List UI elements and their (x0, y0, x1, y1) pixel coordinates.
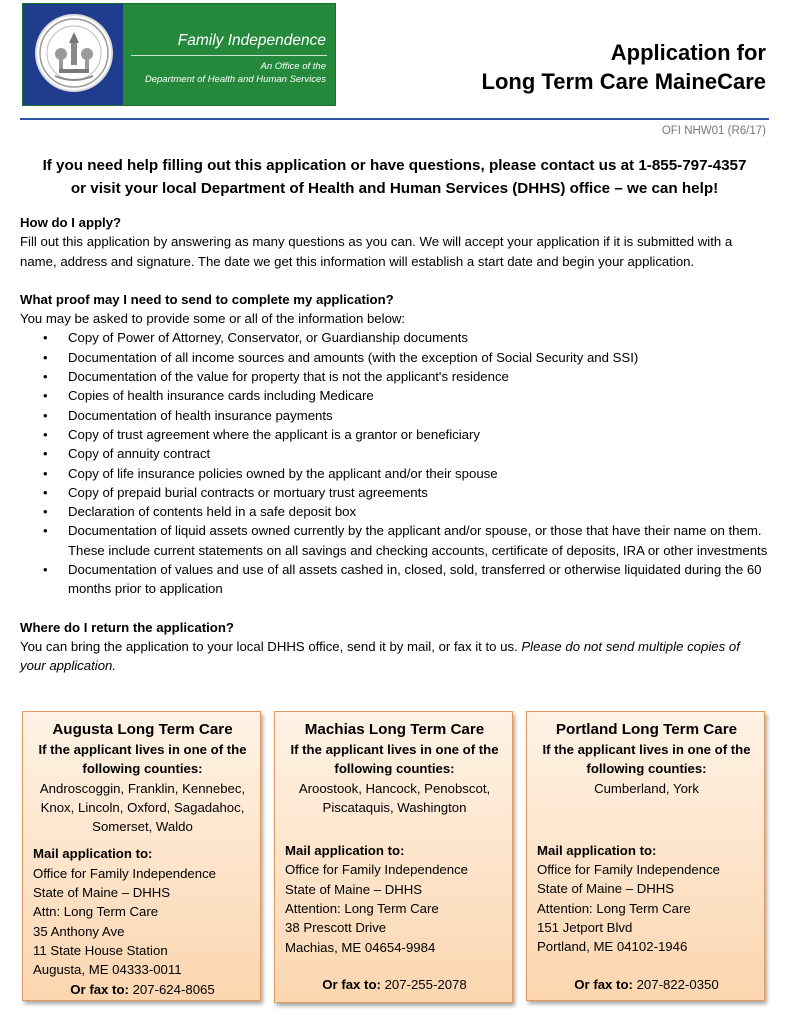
address-line: State of Maine – DHHS (33, 885, 171, 901)
office-box-augusta (22, 711, 261, 1001)
brand-subtitle: An Office of the (260, 61, 326, 72)
address-line: Portland, ME 04102-1946 (537, 939, 688, 955)
return-text (20, 637, 768, 676)
list-item: • Declaration of contents held in a safe deposit box (20, 502, 768, 521)
office-box-portland (526, 711, 765, 1001)
document-title (482, 38, 766, 96)
address-line: Attention: Long Term Care (285, 901, 439, 917)
return-heading: Where do I return the application? (20, 619, 234, 635)
brand-divider (131, 55, 327, 56)
fax-label: Or fax to: (574, 976, 633, 992)
apply-text: Fill out this application by answering as many questions as you can. We will accept your application if it is submitted with a name, address and signature. The date we get this information will establish a start date and begin your application. (20, 234, 733, 269)
mail-heading: Mail application to: (537, 842, 657, 858)
list-item: • Copies of health insurance cards including Medicare (20, 386, 768, 405)
office-title: Augusta Long Term Care (52, 721, 233, 738)
fax-number: 207-822-0350 (636, 976, 719, 992)
address-line: Office for Family Independence (285, 862, 469, 878)
list-item: • Documentation of all income sources and amounts (with the exception of Social Security and SSI) (20, 348, 768, 367)
ofi-banner (22, 3, 336, 106)
brand-title: Family Independence (177, 32, 326, 49)
office-subtitle: If the applicant lives in one of the following counties: (290, 742, 499, 777)
list-item: • Copy of trust agreement where the applicant is a grantor or beneficiary (20, 425, 768, 444)
mail-heading: Mail application to: (285, 843, 405, 859)
address-line: State of Maine – DHHS (285, 881, 423, 897)
form-code: OFI NHW01 (R6/17) (661, 125, 766, 137)
list-item: • Copy of annuity contract (20, 444, 768, 463)
list-item: • Copy of Power of Attorney, Conservator, or Guardianship documents (20, 328, 768, 347)
seal-panel (23, 4, 123, 105)
list-item: • Documentation of values and use of all assets cashed in, closed, sold, transferred or otherwise liquidated during the 60 months prior to application (20, 560, 768, 599)
office-title: Portland Long Term Care (555, 721, 738, 738)
proof-intro: You may be asked to provide some or all of the information below: (20, 311, 406, 327)
title-line-2: Long Term Care MaineCare (481, 69, 766, 94)
proof-heading: What proof may I need to send to complete my application? (20, 291, 394, 307)
office-counties: Cumberland, York (594, 780, 699, 796)
address-line: Office for Family Independence (33, 865, 217, 881)
address-line: Attn: Long Term Care (33, 904, 159, 920)
help-line-1: If you need help filling out this application or have questions, please contact us at 1-855-797-4357 (42, 157, 747, 174)
apply-heading: How do I apply? (20, 215, 122, 230)
address-line: Attention: Long Term Care (537, 900, 691, 916)
fax-line (285, 975, 504, 994)
address-line: 151 Jetport Blvd (537, 920, 633, 936)
address-line: Office for Family Independence (537, 862, 721, 878)
brand-department: Department of Health and Human Services (144, 74, 326, 85)
instructions (20, 213, 768, 676)
address-line: 35 Anthony Ave (33, 923, 125, 939)
address-line: Machias, ME 04654-9984 (285, 939, 436, 955)
fax-number: 207-624-8065 (132, 981, 215, 997)
address-line: 11 State House Station (33, 942, 168, 958)
list-item: • Documentation of the value for property that is not the applicant's residence (20, 367, 768, 386)
office-counties: Androscoggin, Franklin, Kennebec, Knox, Lincoln, Oxford, Sagadahoc, Somerset, Waldo (39, 780, 246, 835)
office-box-machias (274, 711, 513, 1003)
office-title: Machias Long Term Care (304, 721, 485, 738)
help-notice (20, 154, 769, 200)
title-line-1: Application for (610, 40, 766, 65)
return-body: You can bring the application to your local DHHS office, send it by mail, or fax it to us. (20, 638, 522, 654)
list-item: • Copy of life insurance policies owned by the applicant and/or their spouse (20, 464, 768, 483)
list-item: • Copy of prepaid burial contracts or mortuary trust agreements (20, 483, 768, 502)
mail-heading: Mail application to: (33, 846, 153, 862)
help-line-2: or visit your local Department of Health and Human Services (DHHS) office – we can help! (70, 180, 719, 197)
maine-state-seal-icon (35, 14, 113, 92)
list-item: • Documentation of liquid assets owned currently by the applicant and/or spouse, or those that have their name on them. These include current statements on all savings and checking accounts, certificate of deposits, IRA or other investments (20, 521, 768, 560)
address-line: Augusta, ME 04333-0011 (33, 962, 182, 978)
proof-list (20, 328, 768, 598)
address-line: 38 Prescott Drive (285, 920, 387, 936)
address-line: State of Maine – DHHS (537, 881, 675, 897)
office-counties: Aroostook, Hancock, Penobscot, Piscataquis, Washington (298, 780, 491, 815)
header-rule (20, 118, 769, 120)
fax-line (33, 980, 252, 999)
office-subtitle: If the applicant lives in one of the following counties: (542, 742, 751, 777)
fax-label: Or fax to: (70, 981, 129, 997)
list-item: • Documentation of health insurance payments (20, 406, 768, 425)
fax-line (537, 975, 756, 994)
fax-label: Or fax to: (322, 976, 381, 992)
office-subtitle: If the applicant lives in one of the following counties: (38, 742, 247, 777)
fax-number: 207-255-2078 (384, 976, 467, 992)
return-note: Please do not send multiple copies of your application. (20, 638, 740, 674)
